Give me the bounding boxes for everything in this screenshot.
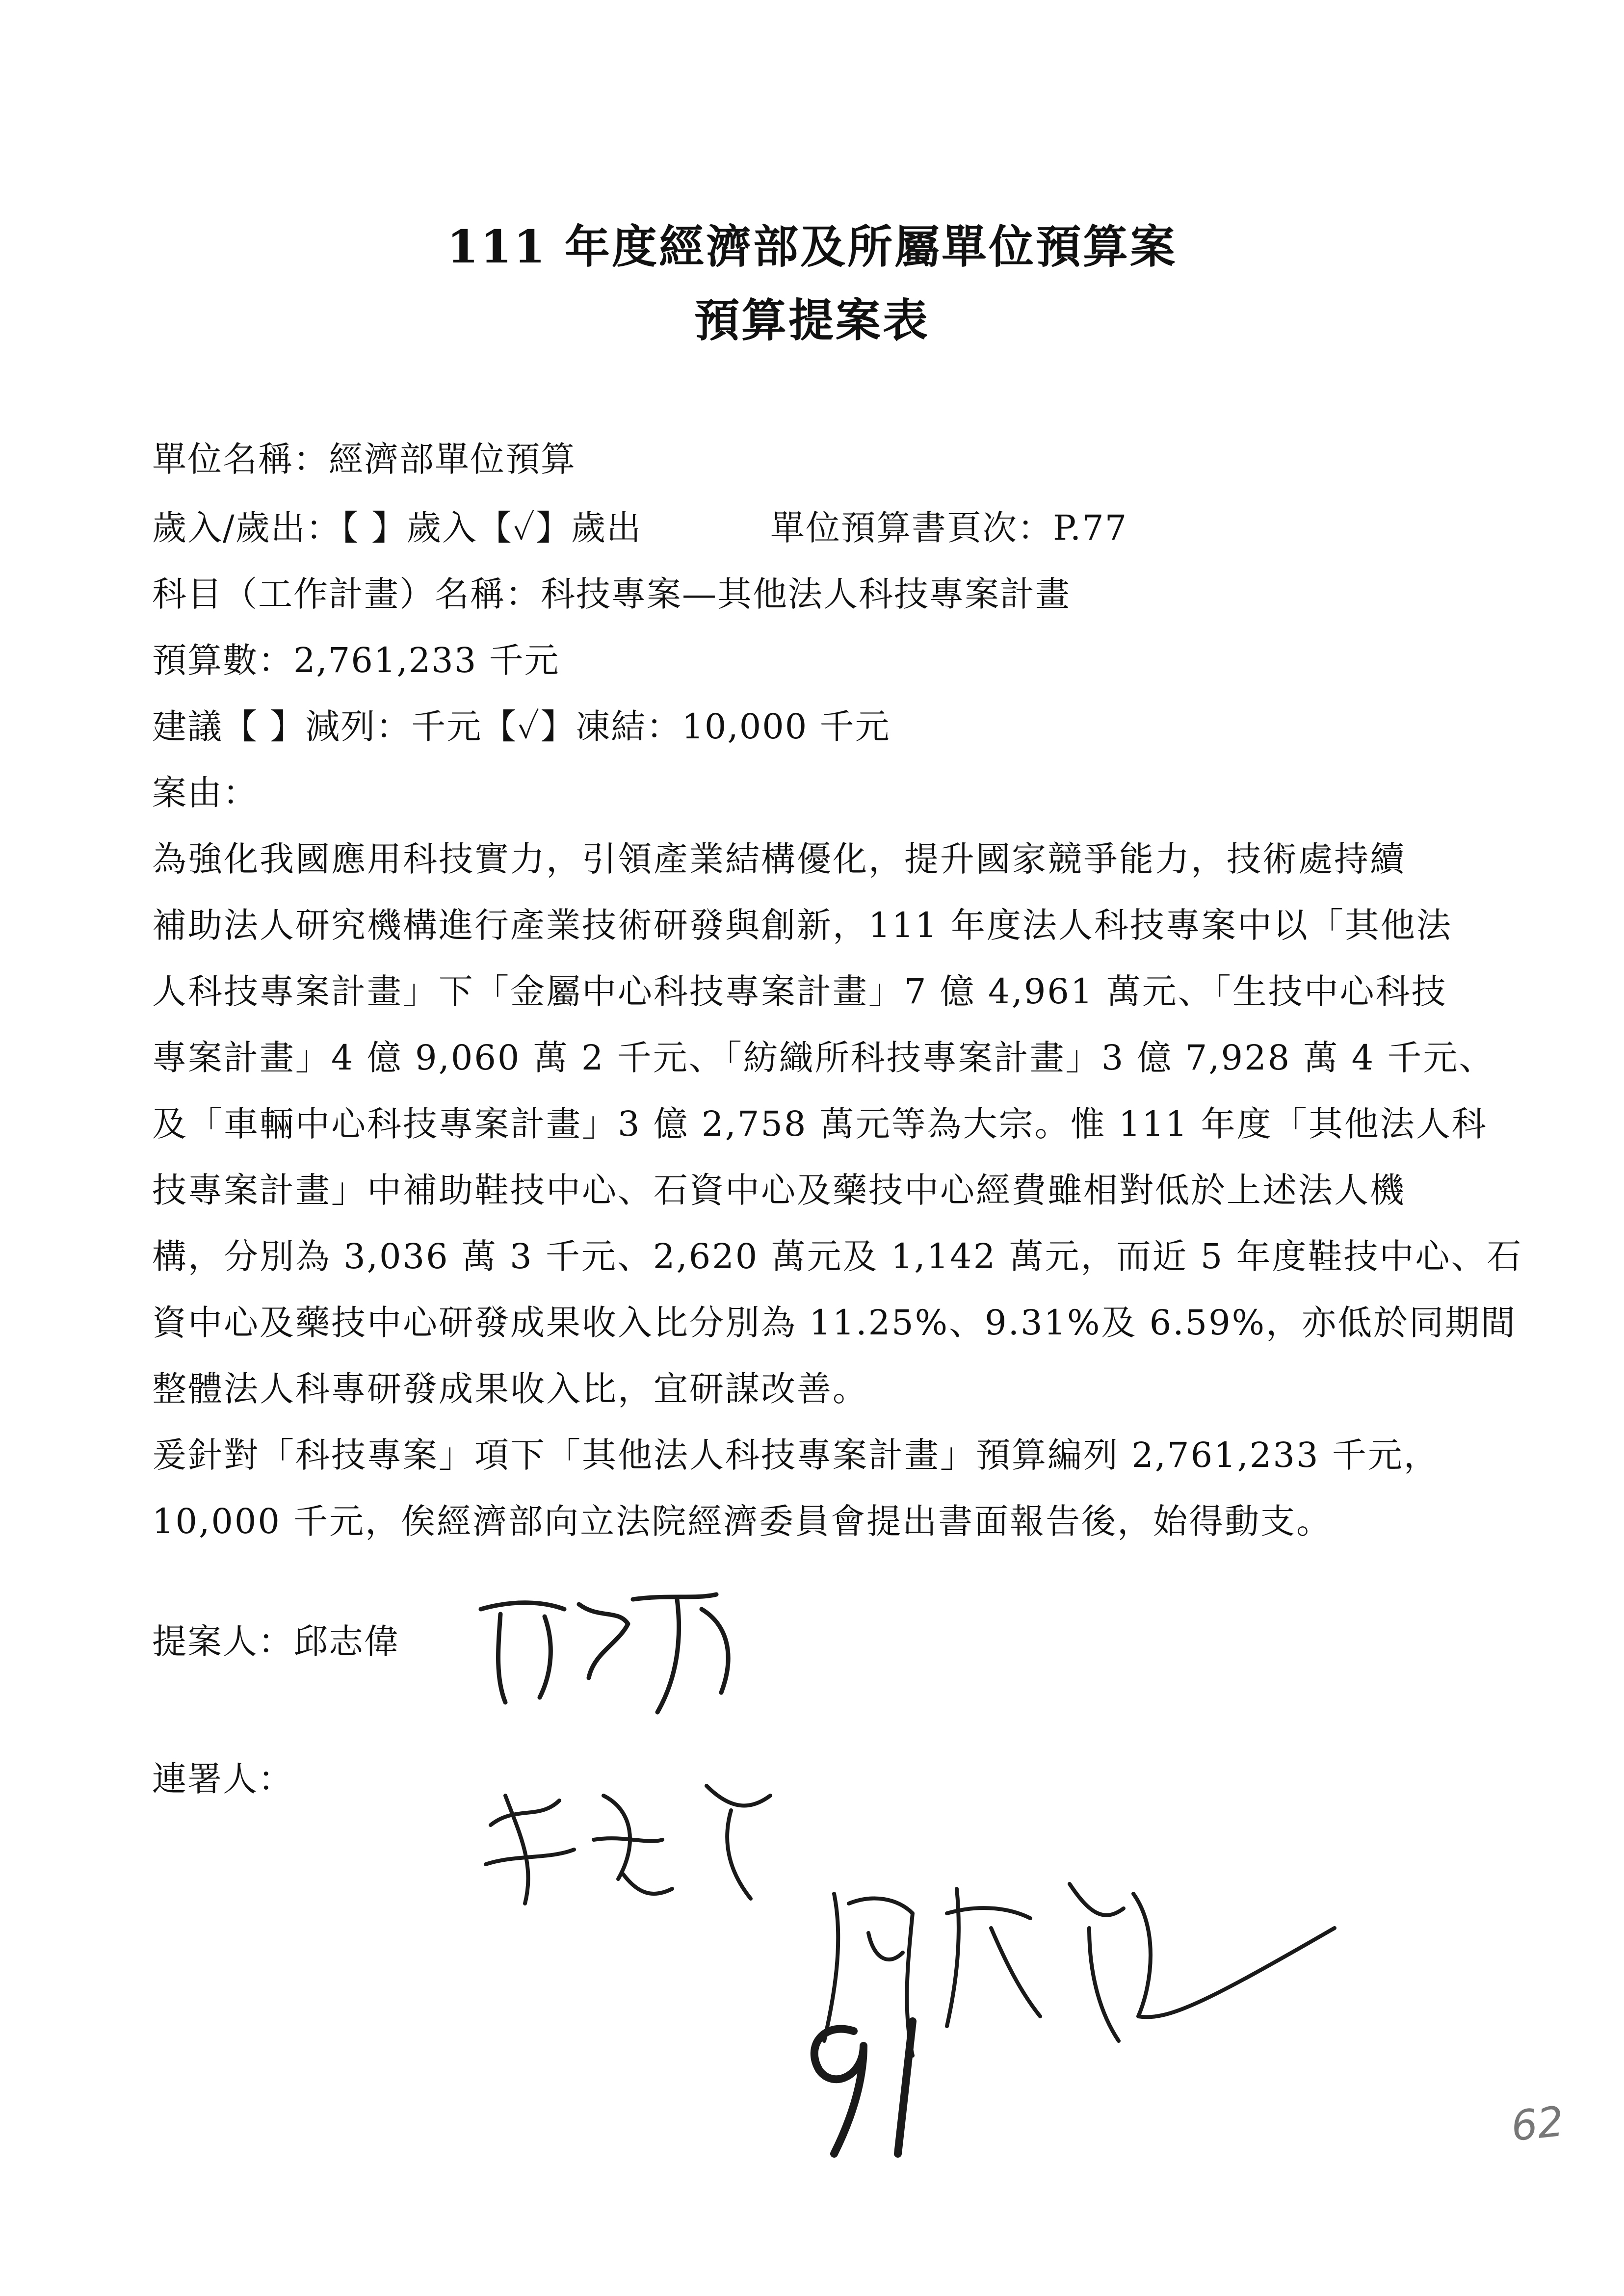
body-line: 資中心及藥技中心研發成果收入比分別為 11.25%、9.31%及 6.59%，亦低於同期間 <box>152 1303 1517 1343</box>
document-subtitle: 預算提案表 <box>694 294 930 347</box>
body-line: 爰針對「科技專案」項下「其他法人科技專案計畫」預算編列 2,761,233 千元， <box>152 1435 1440 1475</box>
page-number-strokes <box>785 2002 942 2164</box>
suggestion-field: 建議【 】減列：千元【✓】凍結：10,000 千元 <box>152 706 891 747</box>
budget-amount-field: 預算數：2,761,233 千元 <box>152 640 560 680</box>
cosigner-label: 連署人： <box>152 1759 293 1799</box>
body-line: 人科技專案計畫」下「金屬中心科技專案計畫」7 億 4,961 萬元、「生技中心科技 <box>152 971 1447 1012</box>
body-line: 為強化我國應用科技實力，引領產業結構優化，提升國家競爭能力，技術處持續 <box>152 839 1406 879</box>
revenue-expense-field: 歲入/歲出：【 】歲入【✓】歲出 <box>152 508 642 548</box>
proposer-signature <box>471 1580 775 1727</box>
proposer-label: 提案人：邱志偉 <box>152 1621 399 1662</box>
budget-book-page-field: 單位預算書頁次：P.77 <box>770 508 1128 548</box>
body-line: 補助法人研究機構進行產業技術研發與創新，111 年度法人科技專案中以「其他法 <box>152 905 1452 945</box>
body-line: 整體法人科專研發成果收入比，宜研謀改善。 <box>152 1369 868 1409</box>
cosigner-signature-1 <box>476 1766 849 1923</box>
body-line: 技專案計畫」中補助鞋技中心、石資中心及藥技中心經費雖相對低於上述法人機 <box>152 1170 1406 1210</box>
margin-number: 62 <box>1509 2097 1566 2151</box>
unit-name-field: 單位名稱：經濟部單位預算 <box>152 439 576 479</box>
page-number-handwritten <box>785 2002 942 2164</box>
body-line: 專案計畫」4 億 9,060 萬 2 千元、「紡織所科技專案計畫」3 億 7,928 萬 4 千元、 <box>152 1038 1495 1078</box>
body-line: 構，分別為 3,036 萬 3 千元、2,620 萬元及 1,142 萬元，而近 5 年度鞋技中心、石 <box>152 1236 1523 1277</box>
subject-name-field: 科目（工作計畫）名稱：科技專案—其他法人科技專案計畫 <box>152 574 1071 614</box>
reason-label: 案由： <box>152 773 258 813</box>
document-title: 111 年度經濟部及所屬單位預算案 <box>446 220 1178 273</box>
body-line: 10,000 千元，俟經濟部向立法院經濟委員會提出書面報告後，始得動支。 <box>152 1501 1333 1541</box>
body-line: 及「車輛中心科技專案計畫」3 億 2,758 萬元等為大宗。惟 111 年度「其他法人科 <box>152 1104 1488 1144</box>
